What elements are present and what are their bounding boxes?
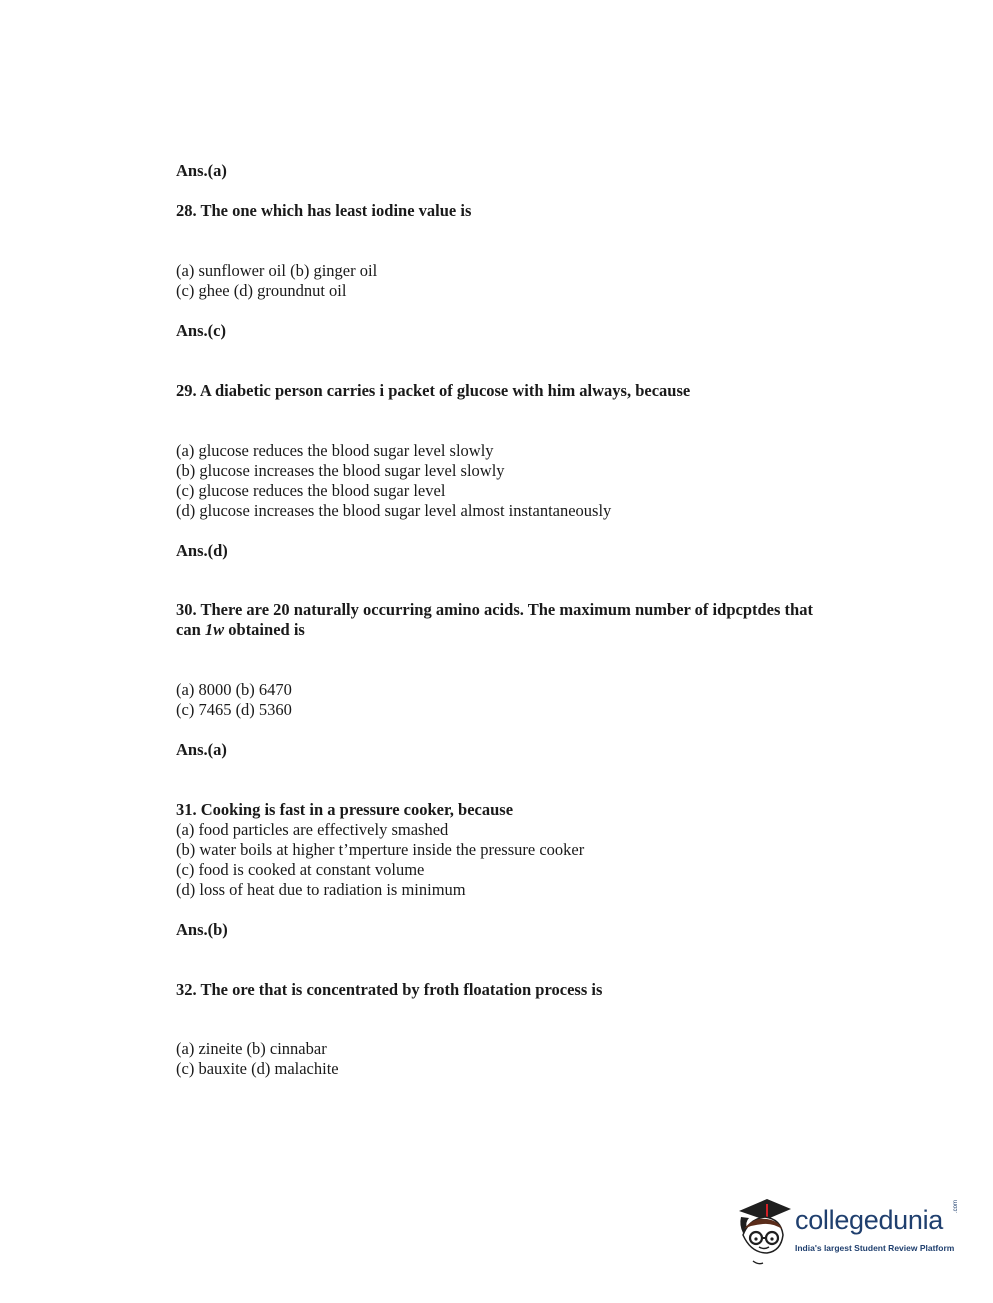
- option-31-a: (a) food particles are effectively smashed: [176, 820, 449, 839]
- options-30-cd: (c) 7465 (d) 5360: [176, 700, 292, 719]
- question-30: 30. There are 20 naturally occurring amino acids. The maximum number of idpcptdes that: [176, 600, 813, 619]
- answer-29: Ans.(d): [176, 541, 228, 560]
- options-32-ab: (a) zineite (b) cinnabar: [176, 1039, 327, 1058]
- mascot-icon: [733, 1195, 795, 1267]
- options-30-ab: (a) 8000 (b) 6470: [176, 680, 292, 699]
- answer-27: Ans.(a): [176, 161, 227, 180]
- answer-30: Ans.(a): [176, 740, 227, 759]
- options-32-cd: (c) bauxite (d) malachite: [176, 1059, 339, 1078]
- logo-wordmark: collegedunia: [795, 1205, 944, 1235]
- answer-28: Ans.(c): [176, 321, 226, 340]
- question-30-cont: [176, 620, 305, 640]
- option-31-b: (b) water boils at higher t’mperture inside the pressure cooker: [176, 840, 585, 859]
- logo-dotcom: .com: [953, 1199, 959, 1213]
- question-28: 28. The one which has least iodine value is: [176, 201, 472, 220]
- answer-31: Ans.(b): [176, 920, 228, 939]
- options-28-cd: (c) ghee (d) groundnut oil: [176, 281, 347, 300]
- option-29-d: (d) glucose increases the blood sugar level almost instantaneously: [176, 501, 612, 520]
- question-31: 31. Cooking is fast in a pressure cooker, because: [176, 800, 514, 819]
- option-31-c: (c) food is cooked at constant volume: [176, 860, 425, 879]
- question-29: 29. A diabetic person carries i packet of glucose with him always, because: [176, 381, 691, 400]
- logo-tagline: India's largest Student Review Platform: [795, 1243, 955, 1253]
- option-29-c: (c) glucose reduces the blood sugar level: [176, 481, 446, 500]
- q30-text-c: obtained is: [224, 620, 305, 639]
- option-29-a: (a) glucose reduces the blood sugar level slowly: [176, 441, 494, 460]
- options-28-ab: (a) sunflower oil (b) ginger oil: [176, 261, 378, 280]
- q30-text-italic: 1w: [204, 620, 225, 639]
- option-31-d: (d) loss of heat due to radiation is minimum: [176, 880, 466, 899]
- collegedunia-logo: [733, 1195, 963, 1267]
- question-32: 32. The ore that is concentrated by froth floatation process is: [176, 980, 603, 999]
- option-29-b: (b) glucose increases the blood sugar level slowly: [176, 461, 505, 480]
- q30-text-a: can: [176, 620, 205, 639]
